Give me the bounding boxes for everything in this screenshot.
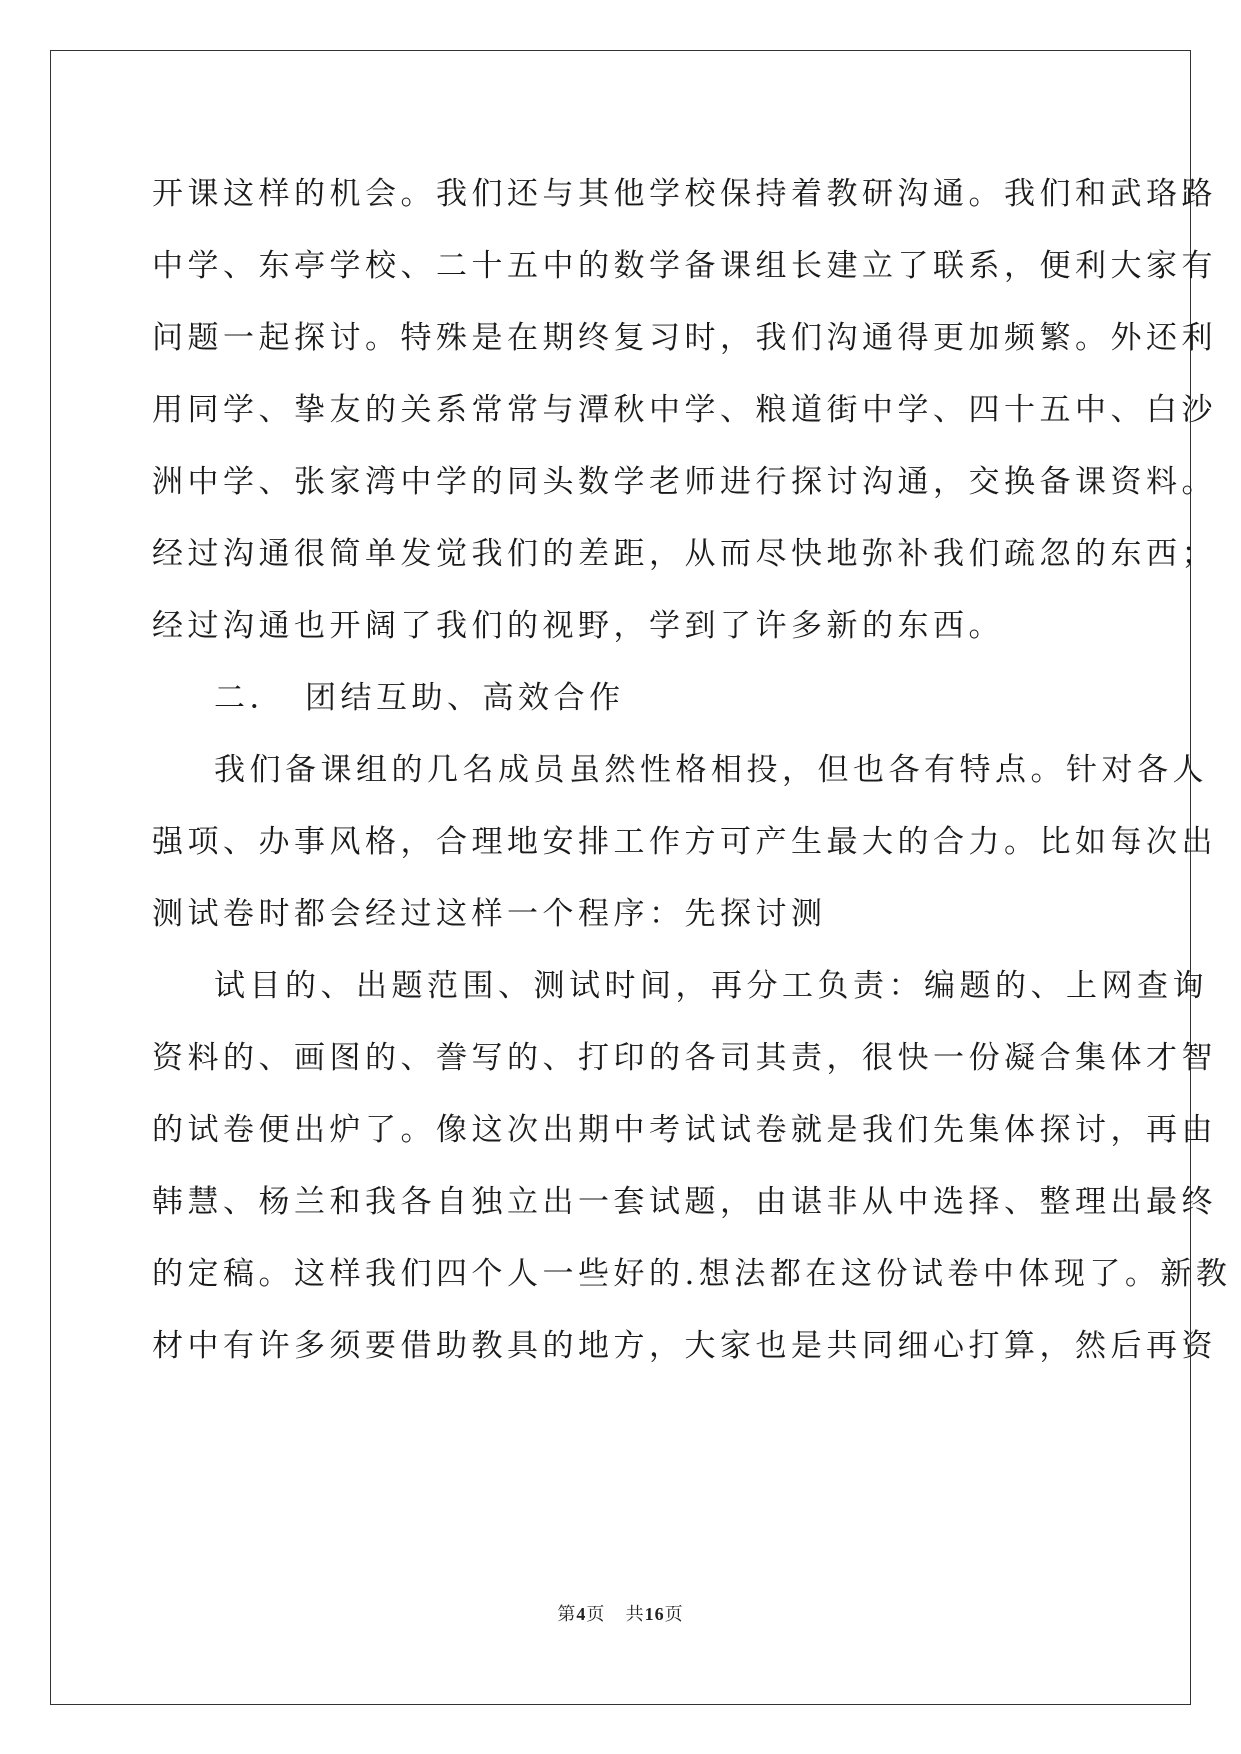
text-line: 的试卷便出炉了。像这次出期中考试试卷就是我们先集体探讨，再由 bbox=[152, 1112, 1217, 1148]
total-pages: 16 bbox=[644, 1604, 665, 1624]
text-line: 材中有许多须要借助教具的地方，大家也是共同细心打算，然后再资 bbox=[152, 1328, 1217, 1364]
page-prefix: 第 bbox=[557, 1604, 577, 1625]
text-line: 问题一起探讨。特殊是在期终复习时，我们沟通得更加频繁。外还利 bbox=[152, 320, 1217, 356]
section-heading: 二． 团结互助、高效合作 bbox=[214, 680, 625, 716]
page-number: 4 bbox=[576, 1604, 587, 1624]
text-line: 用同学、挚友的关系常常与潭秋中学、粮道街中学、四十五中、白沙 bbox=[152, 392, 1217, 428]
text-line: 我们备课组的几名成员虽然性格相投，但也各有特点。针对各人 bbox=[214, 752, 1208, 788]
page-suffix: 页 bbox=[586, 1604, 606, 1625]
text-line: 试目的、出题范围、测试时间，再分工负责：编题的、上网查询 bbox=[214, 968, 1208, 1004]
total-prefix: 共 bbox=[625, 1604, 645, 1625]
text-line: 资料的、画图的、誊写的、打印的各司其责，很快一份凝合集体才智 bbox=[152, 1040, 1217, 1076]
text-line: 经过沟通很简单发觉我们的差距，从而尽快地弥补我们疏忽的东西； bbox=[152, 536, 1217, 572]
text-line: 开课这样的机会。我们还与其他学校保持着教研沟通。我们和武珞路 bbox=[152, 176, 1217, 212]
text-line: 的定稿。这样我们四个人一些好的.想法都在这份试卷中体现了。新教 bbox=[152, 1256, 1232, 1292]
text-line: 经过沟通也开阔了我们的视野，学到了许多新的东西。 bbox=[152, 608, 1004, 644]
text-line: 洲中学、张家湾中学的同头数学老师进行探讨沟通，交换备课资料。 bbox=[152, 464, 1217, 500]
text-line: 测试卷时都会经过这样一个程序：先探讨测 bbox=[152, 896, 827, 932]
total-suffix: 页 bbox=[664, 1604, 684, 1625]
text-line: 韩慧、杨兰和我各自独立出一套试题，由谌非从中选择、整理出最终 bbox=[152, 1184, 1217, 1220]
page-footer bbox=[0, 1600, 1241, 1626]
text-line: 强项、办事风格，合理地安排工作方可产生最大的合力。比如每次出 bbox=[152, 824, 1217, 860]
document-body bbox=[152, 158, 1232, 1382]
text-line: 中学、东亭学校、二十五中的数学备课组长建立了联系，便利大家有 bbox=[152, 248, 1217, 284]
